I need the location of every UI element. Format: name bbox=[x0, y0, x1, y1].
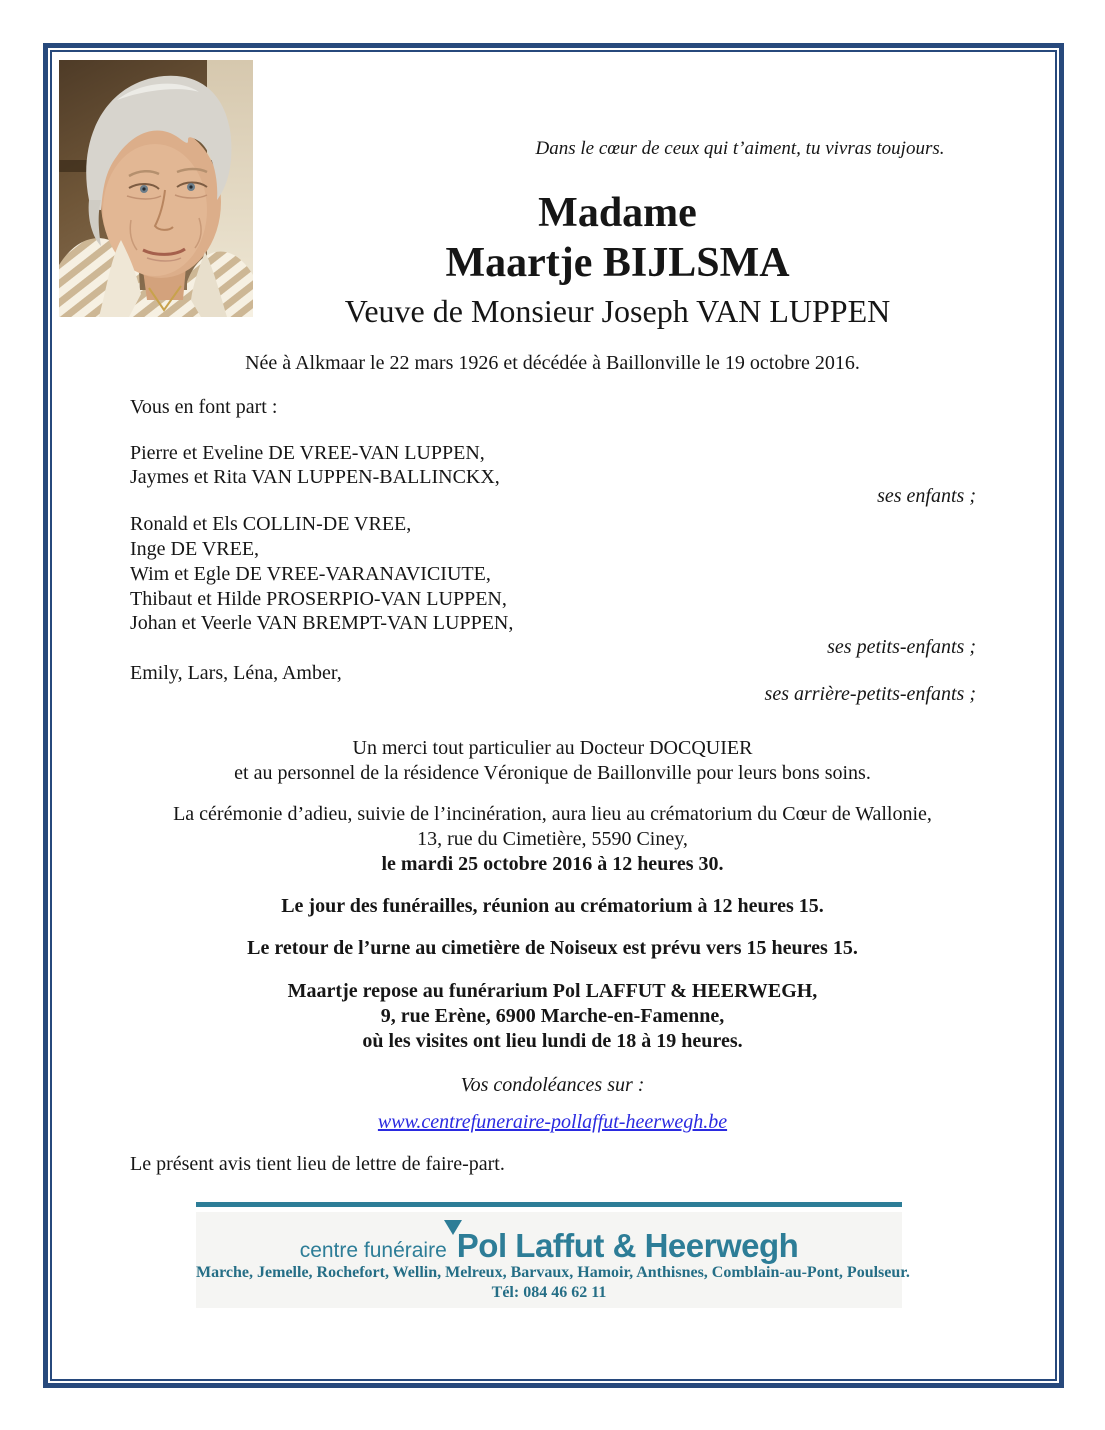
brand-prefix: centre funéraire bbox=[299, 1239, 447, 1262]
condolences-label: Vos condoléances sur : bbox=[460, 1074, 645, 1096]
footer-locations: Marche, Jemelle, Rochefort, Wellin, Melreux, Barvaux, Hamoir, Anthisnes, Comblain-au-Pont, Poulseur. bbox=[196, 1264, 910, 1281]
funeral-meeting-line: Le jour des funérailles, réunion au crématorium à 12 heures 15. bbox=[281, 895, 824, 917]
footer-divider-rule bbox=[196, 1202, 902, 1207]
thanks-line-2: et au personnel de la résidence Véronique de Baillonville pour leurs bons soins. bbox=[234, 762, 871, 784]
urn-return-line: Le retour de l’urne au cimetière de Noiseux est prévu vers 15 heures 15. bbox=[247, 937, 858, 959]
repose-line-1: Maartje repose au funérarium Pol LAFFUT & HEERWEGH, bbox=[287, 980, 818, 1002]
repose-line-2: 9, rue Erène, 6900 Marche-en-Famenne, bbox=[380, 1005, 725, 1027]
great-grandchildren-line: Emily, Lars, Léna, Amber, bbox=[130, 662, 342, 684]
footer-brand-row bbox=[196, 1227, 902, 1265]
ceremony-line-1: La cérémonie d’adieu, suivie de l’incinération, aura lieu au crématorium du Cœur de Wallonie, bbox=[173, 803, 932, 825]
grandchild-line: Inge DE VREE, bbox=[130, 538, 260, 560]
title-madame: Madame bbox=[538, 190, 697, 236]
title-widow-of: Veuve de Monsieur Joseph VAN LUPPEN bbox=[344, 293, 891, 329]
brand-name: Pol Laffut & Heerwegh bbox=[456, 1227, 799, 1264]
title-name: Maartje BIJLSMA bbox=[445, 240, 790, 286]
children-label: ses enfants ; bbox=[877, 485, 976, 507]
grandchild-line: Johan et Veerle VAN BREMPT-VAN LUPPEN, bbox=[130, 612, 514, 634]
grandchild-line: Ronald et Els COLLIN-DE VREE, bbox=[130, 513, 412, 535]
memorial-quote: Dans le cœur de ceux qui t’aiment, tu vivras toujours. bbox=[535, 138, 945, 159]
grandchildren-label: ses petits-enfants ; bbox=[827, 636, 976, 658]
great-grandchildren-label: ses arrière-petits-enfants ; bbox=[764, 683, 976, 705]
ceremony-line-2: 13, rue du Cimetière, 5590 Ciney, bbox=[417, 828, 688, 850]
closing-line: Le présent avis tient lieu de lettre de faire-part. bbox=[130, 1153, 505, 1175]
grandchild-line: Wim et Egle DE VREE-VARANAVICIUTE, bbox=[130, 563, 491, 585]
ceremony-date-line: le mardi 25 octobre 2016 à 12 heures 30. bbox=[381, 853, 724, 875]
child-line: Pierre et Eveline DE VREE-VAN LUPPEN, bbox=[130, 442, 485, 464]
child-line: Jaymes et Rita VAN LUPPEN-BALLINCKX, bbox=[130, 466, 500, 488]
announcement-intro: Vous en font part : bbox=[130, 396, 278, 418]
footer-phone: Tél: 084 46 62 11 bbox=[491, 1284, 607, 1301]
grandchild-line: Thibaut et Hilde PROSERPIO-VAN LUPPEN, bbox=[130, 588, 507, 610]
birth-death-line: Née à Alkmaar le 22 mars 1926 et décédée à Baillonville le 19 octobre 2016. bbox=[245, 352, 860, 374]
condolences-link-row bbox=[50, 1110, 1055, 1134]
repose-line-3: où les visites ont lieu lundi de 18 à 19 heures. bbox=[362, 1030, 743, 1052]
condolences-link[interactable]: www.centrefuneraire-pollaffut-heerwegh.be bbox=[377, 1111, 728, 1133]
thanks-line-1: Un merci tout particulier au Docteur DOCQUIER bbox=[352, 737, 753, 759]
